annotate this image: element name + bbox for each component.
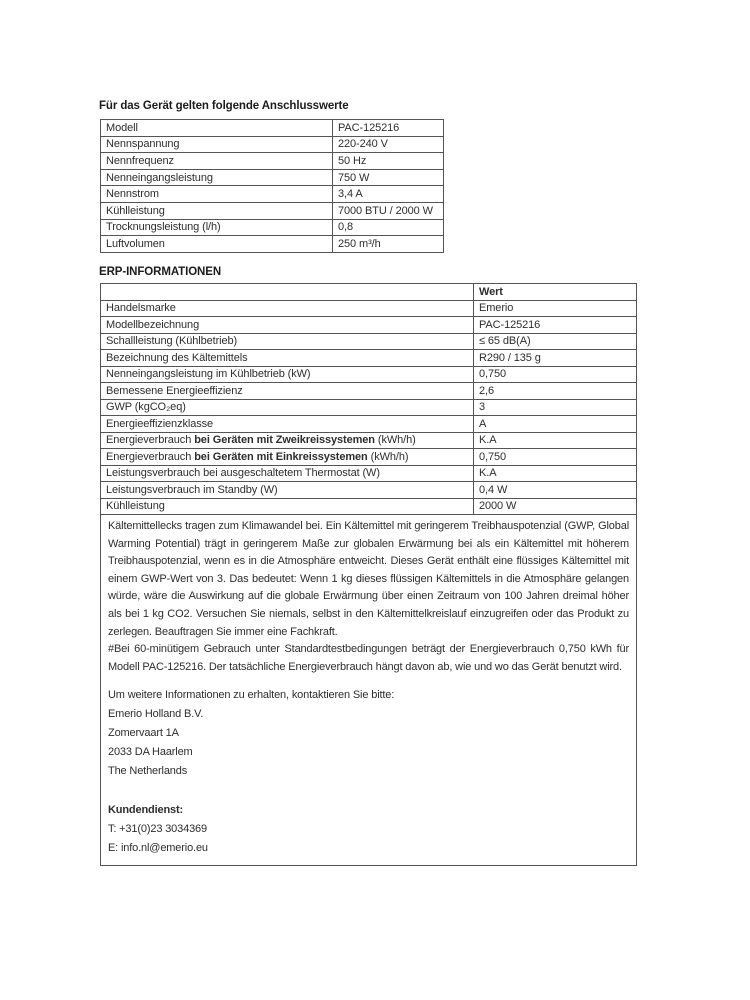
row-label: Bezeichnung des Kältemittels xyxy=(101,350,474,367)
row-label: GWP (kgCO₂eq) xyxy=(101,399,474,416)
header-empty-cell xyxy=(101,284,474,301)
row-label: Modellbezeichnung xyxy=(101,317,474,334)
row-label: Energieeffizienzklasse xyxy=(101,416,474,433)
table-row xyxy=(101,219,444,236)
row-value: 3,4 A xyxy=(333,186,444,203)
table-row xyxy=(101,136,444,153)
table-row xyxy=(101,300,637,317)
row-label: Nenneingangsleistung im Kühlbetrieb (kW) xyxy=(101,366,474,383)
table-row xyxy=(101,350,637,367)
table-row xyxy=(101,416,637,433)
row-label: Nenneingangsleistung xyxy=(101,169,333,186)
header-wert-cell: Wert xyxy=(474,284,637,301)
table-row xyxy=(101,169,444,186)
row-value: PAC-125216 xyxy=(333,120,444,137)
table-row xyxy=(101,498,637,515)
table-row xyxy=(101,366,637,383)
row-value: K.A xyxy=(474,432,637,449)
row-label: Trocknungsleistung (l/h) xyxy=(101,219,333,236)
row-value: 250 m³/h xyxy=(333,236,444,253)
refrigerant-note: Kältemittellecks tragen zum Klimawandel bei. Ein Kältemittel mit geringerem Treibhauspotenzial (GWP, Global Warming Potential) trägt in geringerem Maße zur globalen Erwärmung bei als ein Kältemittel mit höherem Treibhauspotenzial, wenn es in die Atmosphäre entweicht. Dieses Gerät enthält eine flüssiges Kältemittel mit einem GWP-Wert von 3. Das bedeutet: Wenn 1 kg dieses flüssigen Kältemittels in die Atmosphäre gelangen würde, wäre die Auswirkung auf die globale Erwärmung über einen Zeitraum von 100 Jahren dreimal höher als bei 1 kg CO2. Versuchen Sie niemals, selbst in den Kältemittelkreislauf einzugreifen oder das Produkt zu zerlegen. Beauftragen Sie immer eine Fachkraft. xyxy=(108,520,629,638)
table-row xyxy=(101,449,637,466)
table-row xyxy=(101,120,444,137)
table-row xyxy=(101,482,637,499)
row-label: Kühlleistung xyxy=(101,498,474,515)
row-label: Handelsmarke xyxy=(101,300,474,317)
row-label: Leistungsverbrauch bei ausgeschaltetem Thermostat (W) xyxy=(101,465,474,482)
row-value: R290 / 135 g xyxy=(474,350,637,367)
row-label: Energieverbrauch bei Geräten mit Einkreissystemen (kWh/h) xyxy=(101,449,474,466)
row-value: 3 xyxy=(474,399,637,416)
row-label: Nennspannung xyxy=(101,136,333,153)
contact-country: The Netherlands xyxy=(108,765,188,778)
contact-company: Emerio Holland B.V. xyxy=(108,708,204,721)
usage-note: #Bei 60-minütigem Gebrauch unter Standardtestbedingungen beträgt der Energieverbrauch 0,750 kWh für Modell PAC-125216. Der tatsächliche Energieverbrauch hängt davon ab, wie und wo das Gerät benutzt wird. xyxy=(108,643,629,673)
row-value: 2,6 xyxy=(474,383,637,400)
row-value: 50 Hz xyxy=(333,153,444,170)
heading-anschlusswerte: Für das Gerät gelten folgende Anschlusswerte xyxy=(99,100,349,112)
table-row xyxy=(101,399,637,416)
contact-street: Zomervaart 1A xyxy=(108,727,179,740)
table-header-row xyxy=(101,284,637,301)
row-label: Kühlleistung xyxy=(101,202,333,219)
heading-erp: ERP-INFORMATIONEN xyxy=(99,266,222,278)
contact-intro: Um weitere Informationen zu erhalten, kontaktieren Sie bitte: xyxy=(108,689,395,702)
row-value: 7000 BTU / 2000 W xyxy=(333,202,444,219)
table-row xyxy=(101,333,637,350)
row-value: 220-240 V xyxy=(333,136,444,153)
row-value: 750 W xyxy=(333,169,444,186)
table-row xyxy=(101,153,444,170)
row-value: 2000 W xyxy=(474,498,637,515)
erp-table xyxy=(100,283,637,866)
table-row xyxy=(101,236,444,253)
notes-cell xyxy=(101,515,637,866)
row-value: A xyxy=(474,416,637,433)
row-label: Luftvolumen xyxy=(101,236,333,253)
notes-row xyxy=(101,515,637,866)
row-label: Leistungsverbrauch im Standby (W) xyxy=(101,482,474,499)
row-label: Nennfrequenz xyxy=(101,153,333,170)
row-label: Nennstrom xyxy=(101,186,333,203)
row-label: Schallleistung (Kühlbetrieb) xyxy=(101,333,474,350)
service-phone: T: +31(0)23 3034369 xyxy=(108,823,207,836)
row-value: PAC-125216 xyxy=(474,317,637,334)
service-email: E: info.nl@emerio.eu xyxy=(108,842,208,855)
table-row xyxy=(101,202,444,219)
contact-city: 2033 DA Haarlem xyxy=(108,746,193,759)
row-value: 0,750 xyxy=(474,366,637,383)
table-row xyxy=(101,383,637,400)
table-row xyxy=(101,465,637,482)
row-value: 0,8 xyxy=(333,219,444,236)
row-label: Bemessene Energieeffizienz xyxy=(101,383,474,400)
table-row xyxy=(101,186,444,203)
row-label: Energieverbrauch bei Geräten mit Zweikreissystemen (kWh/h) xyxy=(101,432,474,449)
row-value: 0,4 W xyxy=(474,482,637,499)
row-value: ≤ 65 dB(A) xyxy=(474,333,637,350)
table-row xyxy=(101,432,637,449)
service-heading: Kundendienst: xyxy=(108,804,184,817)
anschlusswerte-table xyxy=(100,119,444,253)
row-label: Modell xyxy=(101,120,333,137)
row-value: Emerio xyxy=(474,300,637,317)
table-row xyxy=(101,317,637,334)
row-value: K.A xyxy=(474,465,637,482)
row-value: 0,750 xyxy=(474,449,637,466)
